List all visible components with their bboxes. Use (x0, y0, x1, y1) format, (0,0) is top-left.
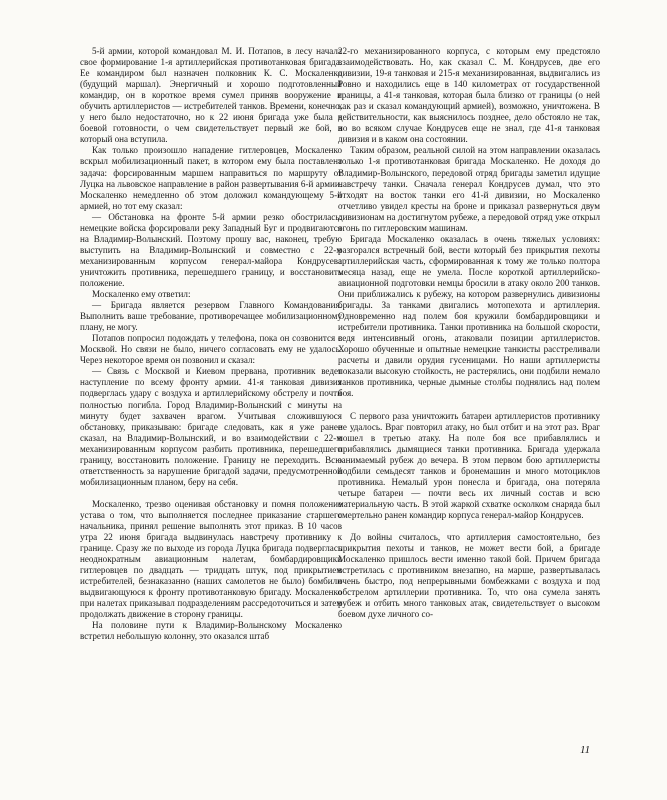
page-number: 11 (580, 744, 591, 756)
paragraph: Москаленко ему ответил: (92, 289, 191, 300)
paragraph: 5-й армии, которой командовал М. И. Потапов, в лесу начала свое формирование 1-я артиллерийская противотанковая бригада. Ее командиром был назначен полковник К. С. Москаленко (будущий маршал). Энергичный и хорошо подготовленный командир, он в короткое время сумел приняв вооружение и обучить артиллеристов — истребителей танков. Времени, конечно, у него было недостаточно, но к 22 июня бригада уже была в боевой готовности, о чем свидетельствует первый же бой, в который она вступила. (80, 46, 342, 145)
paragraph: Москаленко, трезво оценивая обстановку и помня положение устава о том, что выполняется последнее приказание старшего начальника, принял решение выполнять этот приказ. В 10 часов утра 22 июня бригада выдвинулась навстречу противнику к границе. Сразу же по выходе из города Луцка бригада подверглась неоднократным авиационным налетам, бомбардировщики гитлеровцев по двадцать — тридцать штук, под прикрытием истребителей, безнаказанно (наших самолетов не было) бомбили выдвигающуюся к фронту противотанковую бригаду. Москаленко при налетах приказывал подразделениям рассредоточиться и затем продолжать движение в сторону границы. (80, 498, 342, 620)
left-text-column (80, 46, 342, 642)
paragraph: На половине пути к Владимир-Волынскому Москаленко встретил небольшую колонну, это оказался штаб (80, 620, 342, 642)
paragraph: С первого раза уничтожить батареи артиллеристов противнику не удалось. Враг повторил атаку, но был отбит и на этот раз. Враг пошел в третью атаку. На поле боя все прибавлялись и прибавлялись дымящиеся танки противника. Бригада удержала занимаемый рубеж до вечера. В этом первом бою артиллеристы подбили семьдесят танков и бронемашин и много мотоциклов противника. Немалый урон понесла и бригада, она потеряла четыре батареи — почти весь их личный состав и всю материальную часть. В этой жаркой схватке осколком снаряда был смертельно ранен командир корпуса генерал-майор Кондрусев. (338, 410, 600, 520)
paragraph: Таким образом, реальной силой на этом направлении оказалась только 1-я противотанковая бригада Москаленко. Не доходя до Владимир-Волынского, передовой отряд бригады заметил идущие навстречу танки. Сначала генерал Кондрусев думал, что это отходят на восток танки его 41-й дивизии, но Москаленко отчетливо увидел кресты на броне и приказал развернуться двум дивизионам на достигнутом рубеже, а передовой отряд уже открыл огонь по гитлеровским машинам. (338, 145, 600, 233)
paragraph: Бригада Москаленко оказалась в очень тяжелых условиях: разгорался встречный бой, вести который без прикрытия пехоты артиллерийская часть, сформированная к тому же только полтора месяца назад, еще не умела. После короткой артиллерийско-авиационной подготовки немцы бросили в атаку около 200 танков. Они приближались к рубежу, на котором развернулись дивизионы бригады. За танками двигались мотопехота и артиллерия. Одновременно над полем боя кружили бомбардировщики и истребители противника. Танки противника на большой скорости, ведя интенсивный огонь, атаковали позиции артиллеристов. Хорошо обученные и опытные немецкие танкисты расстреливали расчеты и давили орудия гусеницами. Но наши артиллеристы показали высокую стойкость, не растерялись, они подбили немало танков противника, черные дымные столбы поднялись над полем боя. (338, 233, 600, 399)
paragraph: — Связь с Москвой и Киевом прервана, противник ведет наступление по всему фронту армии. 41-я танковая дивизия подверглась удару с воздуха и артиллерийскому обстрелу и почти полностью погибла. Город Владимир-Волынский с минуты на минуту будет захвачен врагом. Учитывая сложившуюся обстановку, приказываю: бригаде следовать, как я уже ранее сказал, на Владимир-Волынский, и во взаимодействии с 22-м механизированным корпусом разбить противника, перешедшего границу, восстановить положение. Границу не переходить. Всю ответственность за нарушение бригадой задачи, предусмотренной мобилизационным планом, беру на себя. (80, 366, 342, 487)
right-text-column (338, 46, 600, 620)
paragraph: Как только произошло нападение гитлеровцев, Москаленко вскрыл мобилизационный пакет, в котором ему была поставлена задача: форсированным маршем направиться по маршруту от Луцка на львовское направление в район развертывания 6-й армии. Москаленко немедленно об этом доложил командующему 5-й армией, но тот ему сказал: (80, 145, 342, 211)
paragraph: До войны считалось, что артиллерия самостоятельно, без прикрытия пехоты и танков, не может вести бой, а бригаде Москаленко пришлось вести именно такой бой. Причем бригада встретилась с противником внезапно, на марше, развертывалась очень быстро, под непрерывными бомбежками с воздуха и под обстрелом артиллерии противника. То, что она сумела занять рубеж и отбить много танковых атак, свидетельствует о высоком боевом духе личного со- (338, 531, 600, 620)
paragraph: — Бригада является резервом Главного Командования. Выполнить ваше требование, противоречащее мобилизационному плану, не могу. (80, 300, 342, 333)
paragraph: — Обстановка на фронте 5-й армии резко обострилась: немецкие войска форсировали реку Западный Буг и продвигаются на Владимир-Волынский. Поэтому прошу вас, наконец, требую выступить на Владимир-Волынский и совместно с 22-м механизированным корпусом генерал-майора Кондрусева уничтожить противника, перешедшего границу, и восстановить положение. (80, 211, 342, 288)
paragraph: 22-го механизированного корпуса, с которым ему предстояло взаимодействовать. Но, как сказал С. М. Кондрусев, две его дивизии, 19-я танковая и 215-я механизированная, выдвигались из Ровно и находились еще в 140 километрах от государственной границы, а 41-я танковая, которая была близко от границы (о ней как раз и сказал командующий армией), возможно, уничтожена. В действительности, как выяснилось позднее, дело обстояло не так, но во всяком случае Кондрусев еще не знал, где 41-я танковая дивизия и в каком она состоянии. (338, 46, 600, 145)
paragraph: Потапов попросил подождать у телефона, пока он созвонится с Москвой. Но связи не было, ничего согласовать ему не удалось. Через некоторое время он позвонил и сказал: (80, 333, 342, 366)
